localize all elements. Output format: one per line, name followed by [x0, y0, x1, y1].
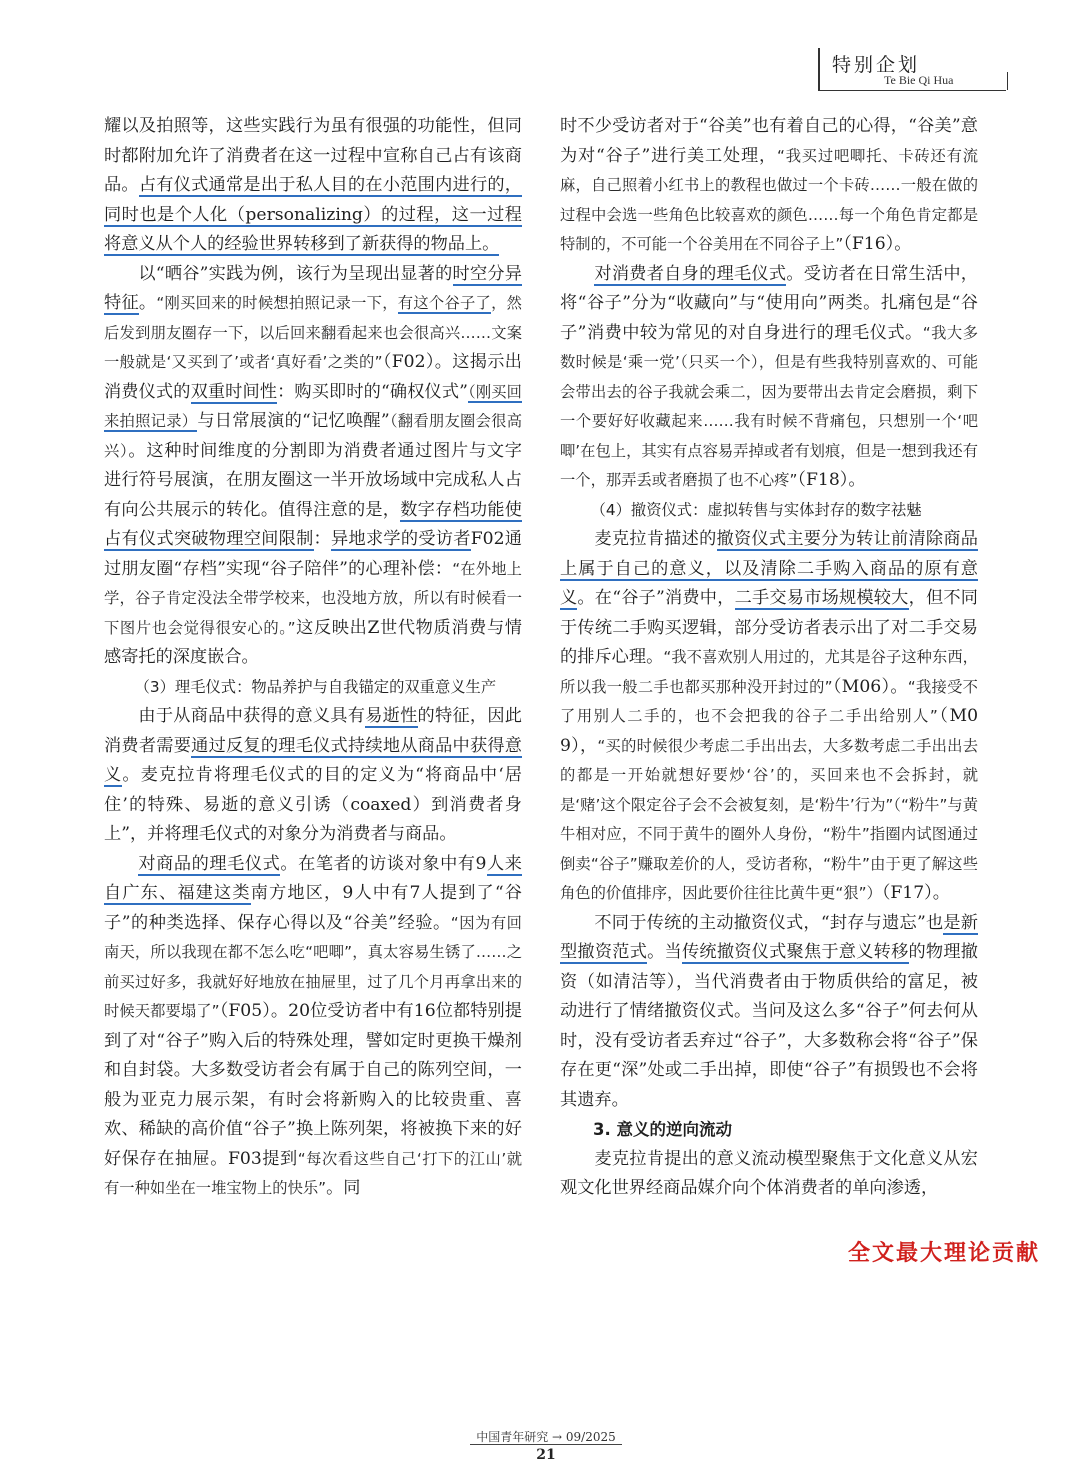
header-subtitle: Te Bie Qi Hua — [884, 73, 954, 87]
running-header — [818, 48, 1006, 91]
highlighted-text: 易逝性 — [365, 706, 418, 726]
interview-quote: “买的时候很少考虑二手出出去，大多数考虑二手出出去的都是一开始就想好要炒‘谷’的，买回来也不会拆封，就是‘赌’这个限定谷子会不会被复刻，是‘粉牛’行为”（“粉牛”与黄牛相对应，不同于黄牛的圈外人身份，“粉牛”指圈内试图通过倒卖“谷子”赚取差价的人，受访者称，“粉牛”由于更了解这些角色的价值排序，因此要价往往比黄牛更“狠”） — [560, 736, 978, 902]
text-run: 以“晒谷”实践为例，该行为呈现出显著的 — [138, 263, 453, 284]
highlighted-text: 人来自广东、福建这类 — [104, 853, 522, 903]
text-run: 南方地区，9人中有7人提到了“谷子”的种类选择、保存心得以及“谷美”经验。 — [104, 883, 522, 933]
header-title: 特别企划 — [832, 54, 921, 76]
paragraph-goods-grooming — [104, 850, 522, 1204]
text-run: 。 — [138, 293, 157, 313]
text-run: 的物理撤资（如清洁等），当代消费者由于物质供给的富足，被动进行了情绪撤资仪式。当问及这么多“谷子”何去何从时，没有受访者丢弃过“谷子”，大多数称会将“谷子”保存在更“深”处或二手出掉，即使“谷子”有损毁也不会将其遗弃。 — [560, 942, 978, 1110]
highlighted-quote: （刚买回来拍照记录） — [104, 382, 522, 430]
highlighted-quote: 有这个谷子了 — [397, 294, 492, 312]
highlighted-text: 二手交易市场规模较大 — [734, 588, 909, 608]
subheading-grooming-ritual: （3）理毛仪式：物品养护与自我锚定的双重意义生产 — [134, 677, 497, 696]
highlighted-text: 对商品的理毛仪式 — [138, 853, 281, 874]
paragraph-self-grooming — [560, 260, 978, 496]
paragraph-meaning-flow: 麦克拉肯提出的意义流动模型聚焦于文化意义从宏观文化世界经商品媒介向个体消费者的单向渗透， — [560, 1148, 978, 1198]
text-run: 由于从商品中获得的意义具有 — [138, 706, 366, 726]
text-run: 。这种时间维度的分割即为消费者通过图片与文字进行符号展演，在朋友圈这一半开放场域中完成私人占有向公共展示的转化。值得注意的是， — [104, 440, 522, 520]
highlighted-text: 占有仪式通常是出于私人目的在小范围内进行的，同时也是个人化（personalizing）的过程，这一过程将意义从个人的经验世界转移到了新获得的物品上。 — [104, 175, 522, 254]
page-number: 21 — [536, 1447, 556, 1463]
text-run: ：购买即时的“确权仪式” — [277, 381, 468, 402]
text-run: （F17）。 — [881, 883, 950, 903]
text-run: 不同于传统的主动撤资仪式，“封存与遗忘”也 — [594, 912, 944, 933]
paragraph-divestment — [560, 525, 978, 909]
subheading-divestment-ritual: （4）撤资仪式：虚拟转售与实体封存的数字祛魅 — [590, 500, 922, 519]
text-run: 麦克拉肯描述的 — [594, 529, 717, 549]
text-run: 这反映出Z世代物质消费与情感寄托的深度嵌合。 — [104, 617, 522, 667]
highlighted-text: 异地求学的受访者 — [331, 529, 471, 549]
highlighted-text: 数字存档功能使占有仪式突破物理空间限制 — [104, 499, 522, 549]
text-run: ： — [313, 529, 332, 549]
right-column — [560, 112, 978, 1204]
highlighted-text: 是新型撤资范式 — [560, 912, 978, 962]
text-run: （M06）。 — [832, 676, 908, 697]
paragraph-sealing-forgetting — [560, 909, 978, 1116]
text-run: （F18）。 — [797, 470, 866, 490]
interview-quote: “我接受不了用别人二手的，也不会把我的谷子二手出给别人” — [560, 677, 978, 725]
footer-journal: 中国青年研究 → 09/2025 — [476, 1430, 616, 1444]
text-run: 。同 — [326, 1178, 361, 1198]
header-rule — [1007, 72, 1008, 90]
highlighted-text: 撤资仪式主要分为转让前清除商品上属于自己的意义，以及清除二手购入商品的原有意义 — [560, 529, 978, 608]
text-run: 。受访者在日常生活中，将“谷子”分为“收藏向”与“使用向”两类。扎痛包是“谷子”消费中较为常见的对自身进行的理毛仪式。 — [560, 263, 978, 343]
text-run: 。在笔者的访谈对象中有9 — [280, 853, 487, 874]
text-run: 的特征，因此消费者需要 — [104, 706, 522, 756]
text-run: 时不少受访者对于“谷美”也有着自己的心得，“谷美”意为对“谷子”进行美工处理， — [560, 116, 978, 166]
highlighted-text: 时空分异特征 — [104, 263, 522, 313]
handwritten-annotation: 全文最大理论贡献 — [848, 1241, 1041, 1266]
text-run: ，但不同于传统二手购买逻辑，部分受访者表示出了对二手交易的排斥心理。 — [560, 588, 978, 667]
interview-quote: ，然后发到朋友圈存一下，以后回来翻看起来也会很高兴……文案一般就是‘又买到了’或者‘真好看’之类的” — [104, 294, 522, 371]
text-run: 。当 — [647, 942, 682, 962]
text-run: 。在“谷子”消费中， — [577, 588, 735, 608]
interview-quote: “我大多数时候是‘乘一党’（只买一个），但是有些我特别喜欢的、可能会带出去的谷子我就会乘二，因为要带出去肯定会磨损，剩下一个要好好收藏起来……我有时候不背痛包，只想别一个‘吧唧’在包上，其实有点容易弄掉或者有划痕，但是一想到我还有一个，那弄丢或者磨损了也不心疼” — [560, 323, 978, 489]
left-column — [104, 112, 522, 1204]
highlighted-text: 对消费者自身的理毛仪式 — [594, 263, 787, 284]
interview-quote: “每次看这些自己‘打下的江山’就有一种如坐在一堆宝物上的快乐” — [104, 1149, 522, 1197]
interview-quote: “刚买回来的时候想拍照记录一下， — [156, 294, 398, 312]
text-run: （F16）。 — [843, 234, 912, 254]
text-run: 。麦克拉肯将理毛仪式的目的定义为“将商品中‘居住’的特殊、易逝的意义引诱（coaxed）到消费者身上”，并将理毛仪式的对象分为消费者与商品。 — [104, 765, 522, 844]
interview-quote: （翻看朋友圈会很高兴） — [104, 412, 522, 460]
footer-rule — [470, 1444, 622, 1445]
text-run: 耀以及拍照等，这些实践行为虽有很强的功能性，但同时都附加允许了消费者在这一过程中宣称自己占有该商品。 — [104, 116, 522, 195]
paragraph-gumei — [560, 112, 978, 260]
interview-quote: “我买过吧唧托、卡砖还有流麻，自己照着小红书上的教程也做过一个卡砖……一般在做的过程中会选一些角色比较喜欢的颜色……每一个角色肯定都是特制的，不可能一个谷美用在不同谷子上” — [560, 146, 978, 253]
interview-quote: “我不喜欢别人用过的，尤其是谷子这种东西，所以我一般二手也都买那种没开封过的” — [560, 648, 978, 696]
paragraph-grooming — [104, 702, 522, 850]
paragraph-possession-ritual — [104, 112, 522, 260]
paragraph-shaigu — [104, 260, 522, 673]
text-run: F02通过朋友圈“存档”实现“谷子陪伴”的心理补偿： — [104, 529, 522, 579]
text-run: 与日常展演的“记忆唤醒” — [197, 411, 390, 431]
highlighted-text: 双重时间性 — [190, 381, 278, 402]
highlighted-text: 通过反复的理毛仪式持续地从商品中获得意义 — [104, 735, 522, 785]
section-heading-reverse-flow: 3. 意义的逆向流动 — [593, 1120, 732, 1139]
text-run: （F02）。这揭示出消费仪式的 — [104, 352, 522, 402]
text-run: （F05）。20位受访者中有16位都特别提到了对“谷子”购入后的特殊处理，譬如定时更换干燥剂和自封袋。大多数受访者会有属于自己的陈列空间，一般为亚克力展示架，有时会将新购入的比较贵重、喜欢、稀缺的高价值“谷子”换上陈列架，将被换下来的好好保存在抽屉。F03提到 — [104, 1001, 522, 1169]
text-run: （M09）， — [560, 706, 978, 756]
highlighted-text: 传统撤资仪式聚焦于意义转移 — [681, 942, 909, 962]
interview-quote: “因为有回南天，所以我现在都不怎么吃“吧唧”，真太容易生锈了……之前买过好多，我就好好地放在抽屉里，过了几个月再拿出来的时候天都要塌了” — [104, 913, 522, 1020]
interview-quote: “在外地上学，谷子肯定没法全带学校来，也没地方放，所以有时候看一下图片也会觉得很安心的。” — [104, 559, 522, 637]
